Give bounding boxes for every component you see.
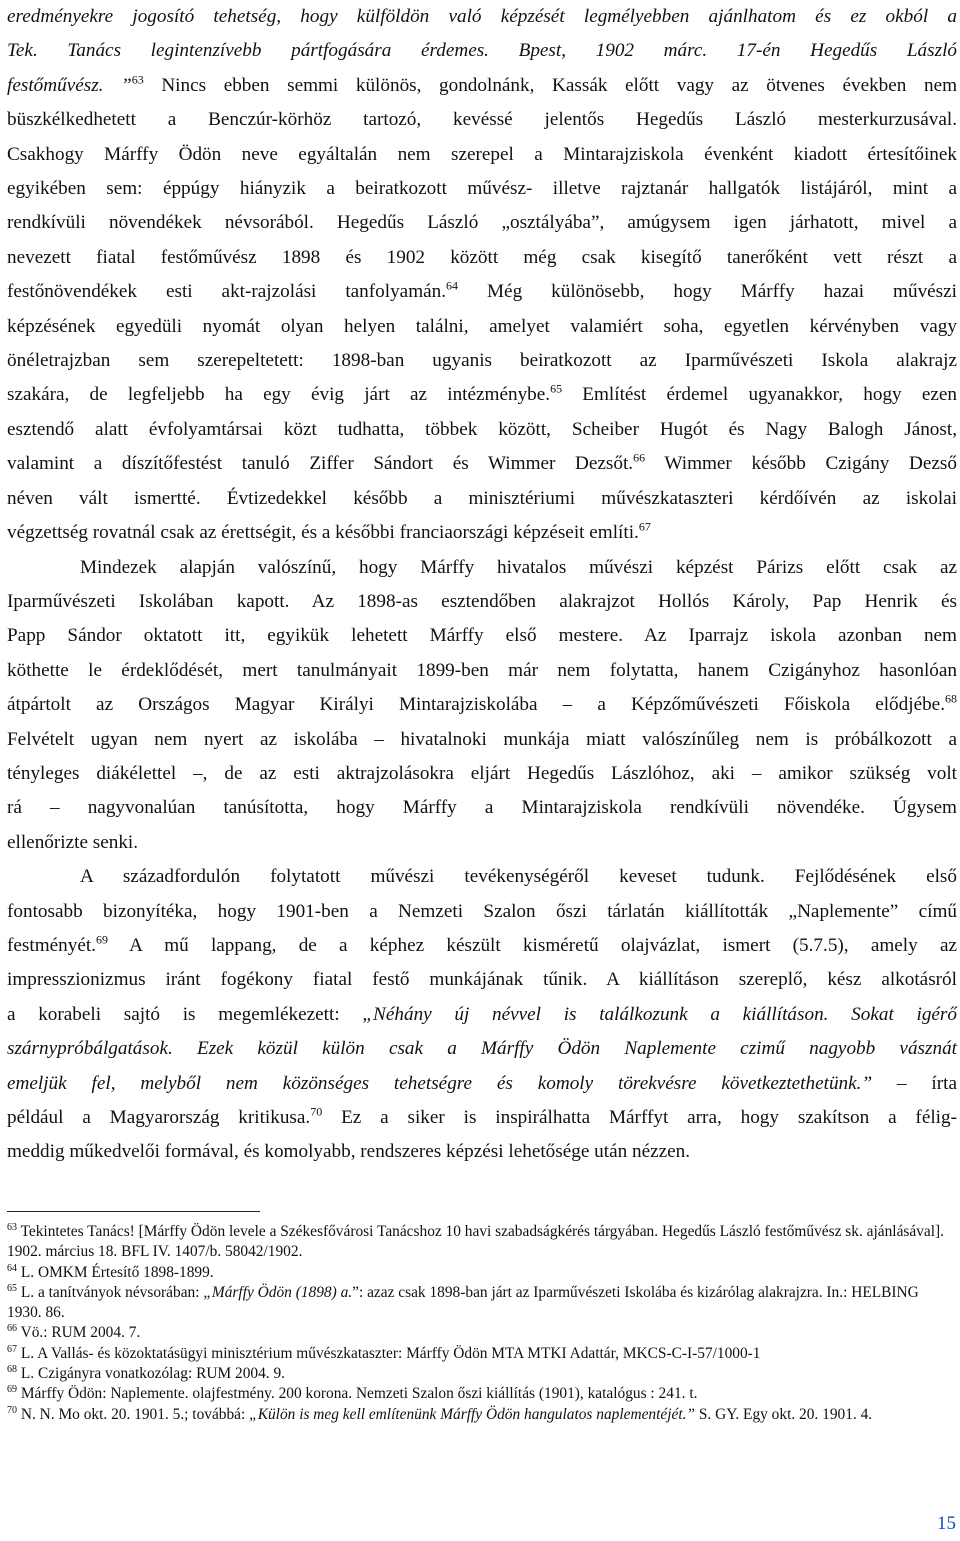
text-line: Felvételt ugyan nem nyert az iskolába – hivatalnoki munkája miatt valószínűleg nem is próbálkozott a <box>7 728 957 750</box>
text-fragment: A mű lappang, de a képhez készült kisméretű olajvázlat, ismert (5.7.5), amely az <box>107 934 957 956</box>
footnote-quote: „Külön is meg kell említenünk Márffy Ödön hangulatos naplementéjét.” <box>249 1405 695 1423</box>
footnote-text: N. N. Mo okt. 20. 1901. 5.; továbbá: <box>20 1405 250 1423</box>
footnote-66 <box>7 1323 957 1343</box>
text-line <box>7 275 957 309</box>
footnote-text: ”: azaz csak 1898-ban járt az Iparművészeti Iskolába és kizárólag alakrajzra. In.: HELBING 1930. 86. <box>7 1283 919 1322</box>
text-fragment: szakára, de legfeljebb ha egy évig járt az intézménybe. <box>7 384 551 406</box>
text-fragment: Említést érdemel ugyanakkor, hogy ezen <box>562 384 957 406</box>
footnote-text: L. a tanítványok névsorában: <box>20 1283 204 1301</box>
paragraph-2 <box>7 551 957 861</box>
text-line <box>7 69 957 103</box>
footnote-separator <box>7 1211 260 1212</box>
text-fragment: – írta <box>872 1072 957 1094</box>
text-fragment: valamint a díszítőfestést tanuló Ziffer Sándort és Wimmer Dezsőt. <box>7 453 634 475</box>
text-line: eredményekre jogosító tehetség, hogy külföldön való képzését legmélyebben ajánlhatom és ez okból a <box>7 6 957 27</box>
footnote-number: 66 <box>7 1323 17 1335</box>
footnote-text: L. A Vallás- és közoktatásügyi minisztérium művészkataszter: Márffy Ödön MTA MTKI Adattár, MKCS-C-I-57/1000-1 <box>20 1344 761 1362</box>
footnote-text: Vö.: RUM 2004. 7. <box>20 1324 141 1342</box>
text-fragment: Még különösebb, hogy Márffy hazai művészi <box>458 281 957 303</box>
footnote-text: Márffy Ödön: Naplemente. olajfestmény. 200 korona. Nemzeti Szalon őszi kiállítás (1901), katalógus : 241. t. <box>20 1385 698 1403</box>
footnote-ref-68[interactable]: 68 <box>945 691 957 706</box>
text-fragment: átpártolt az Országos Magyar Királyi Mintarajziskolába – a Képzőművészeti Főiskola elődjébe. <box>7 694 945 716</box>
quotation: szárnypróbálgatások. Ezek közül külön csak a Márffy Ödön Naplemente czimű nagyobb vásznát <box>7 1038 957 1060</box>
footnote-67 <box>7 1344 957 1364</box>
footnote-text: L. Czigányra vonatkozólag: RUM 2004. 9. <box>20 1365 286 1383</box>
text-line <box>7 516 957 550</box>
text-line <box>7 1101 957 1135</box>
paragraph-3 <box>7 860 957 1170</box>
text-line: ellenőrizte senki. <box>7 831 139 853</box>
text-line <box>7 688 957 722</box>
footnote-64 <box>7 1263 957 1283</box>
text-fragment: a korabeli sajtó is megemlékezett: <box>7 1003 363 1025</box>
footnote-ref-66[interactable]: 66 <box>633 450 646 465</box>
text-line: önéletrajzban sem szerepeltetett: 1898-ban ugyanis beiratkozott az Iparművészeti Iskola alakrajz <box>7 350 957 372</box>
text-line <box>7 1067 957 1101</box>
footnote-number: 63 <box>7 1221 17 1233</box>
text-line: Iparművészeti Iskolában kapott. Az 1898-as esztendőben alakrajzot Hollós Károly, Pap Henrik és <box>7 590 957 612</box>
footnote-ref-64[interactable]: 64 <box>446 278 459 293</box>
footnote-number: 64 <box>7 1262 17 1274</box>
text-line: Tek. Tanács legintenzívebb pártfogására érdemes. Bpest, 1902 márc. 17-én Hegedűs László <box>7 40 957 62</box>
paragraph-1 <box>7 0 957 551</box>
text-line: Papp Sándor oktatott itt, egyikük lehetett Márffy első mestere. Az Iparrajz iskola azonban nem <box>7 625 957 647</box>
footnote-ref-69[interactable]: 69 <box>95 932 108 947</box>
quotation: emeljük fel, melyből nem közönséges tehetségre és komoly törekvésre következtethetünk.” <box>7 1072 873 1094</box>
text-fragment: festőnövendékek esti akt-rajzolási tanfolyamán. <box>7 281 447 303</box>
footnote-ref-65[interactable]: 65 <box>550 382 563 397</box>
text-line <box>7 447 957 481</box>
text-line: képzésének egyedüli nyomát olyan helyen találni, amelyet valamiért soha, egyetlen kérvényben vagy <box>7 315 957 337</box>
text-fragment: festményét. <box>7 934 96 956</box>
footnote-text: L. OMKM Értesítő 1898-1899. <box>20 1263 214 1281</box>
footnote-number: 70 <box>7 1404 17 1416</box>
text-line: rá – nagyvonalúan tanúsította, hogy Márffy a Mintarajziskola rendkívüli növendéke. Úgysem <box>7 797 957 819</box>
text-line <box>7 378 957 412</box>
footnote-number: 65 <box>7 1282 17 1294</box>
text-line: néven vált ismertté. Évtizedekkel később a minisztériumi művészkataszteri kérdőívén az iskolai <box>7 487 957 509</box>
footnote-ref-67[interactable]: 67 <box>638 519 651 534</box>
text-line <box>7 929 957 963</box>
footnote-text: Tekintetes Tanács! [Márffy Ödön levele a Székesfővárosi Tanácshoz 10 havi szabadságkérés tárgyában. Hegedűs László festőművész sk. ajánlásával]. 1902. március 18. BFL IV. 1407/b. 58042/1902. <box>7 1223 945 1261</box>
text-line: tényleges diákélettel –, de az esti aktrajzolásokra eljárt Hegedűs Lászlóhoz, aki – amikor szükség volt <box>7 762 957 784</box>
footnote-69 <box>7 1384 957 1404</box>
text-line: A századfordulón folytatott művészi tevékenységéről keveset tudunk. Fejlődésének első <box>80 866 957 888</box>
footnote-text: S. GY. Egy okt. 20. 1901. 4. <box>695 1405 873 1423</box>
text-line: meddig műkedvelői formával, és komolyabb, rendszeres képzési lehetősége után nézzen. <box>7 1141 691 1163</box>
text-fragment: például a Magyarország kritikusa. <box>7 1107 311 1128</box>
footnote-ref-63[interactable]: 63 <box>131 72 144 87</box>
page-body <box>7 0 957 1170</box>
page-number: 15 <box>937 1513 956 1534</box>
footnote-68 <box>7 1364 957 1384</box>
footnote-quote: „Márffy Ödön (1898) a. <box>203 1283 353 1301</box>
quote-end: festőművész. <box>7 74 104 96</box>
footnote-70 <box>7 1405 957 1425</box>
text-fragment: Wimmer később Czigány Dezső <box>645 453 957 475</box>
text-line: Mindezek alapján valószínű, hogy Márffy hivatalos művészi képzést Párizs előtt csak az <box>80 556 957 578</box>
footnote-number: 68 <box>7 1363 17 1375</box>
footnote-number: 69 <box>7 1384 17 1396</box>
text-line: fontosabb bizonyítéka, hogy 1901-ben a Nemzeti Szalon őszi tárlatán kiállították „Naplemente” című <box>7 900 957 922</box>
footnote-65 <box>7 1283 957 1324</box>
footnote-number: 67 <box>7 1343 17 1355</box>
text-fragment: végzettség rovatnál csak az érettségit, és a későbbi franciaországi képzéseit említi. <box>7 522 639 544</box>
text-line: büszkélkedhetett a Benczúr-körhöz tartozó, kevéssé jelentős Hegedűs László mesterkurzusával. <box>7 109 957 131</box>
text-line: esztendő alatt évfolyamtársai közt tudhatta, többek között, Scheiber Hugót és Nagy Balogh Jánost, <box>7 418 957 440</box>
text-line: köthette le érdeklődését, mert tanulmányait 1899-ben már nem folytatta, hanem Czigányhoz hasonlóan <box>7 659 957 681</box>
text-line: nevezett fiatal festőművész 1898 és 1902 között még csak kisegítő tanerőként vett részt a <box>7 246 957 268</box>
text-line <box>7 998 957 1032</box>
text-line: rendkívüli növendékek névsorából. Hegedűs László „osztályába”, amúgysem igen járhatott, mivel a <box>7 212 957 234</box>
main-text <box>7 0 957 1170</box>
footnote-63 <box>7 1222 957 1263</box>
closing-quote: ” <box>103 74 132 96</box>
text-line <box>7 1032 957 1066</box>
text-line: Csakhogy Márffy Ödön neve egyáltalán nem szerepel a Mintarajziskola évenként kiadott értesítőinek <box>7 143 957 165</box>
text-line: egyikében sem: éppúgy hiányzik a beiratkozott művész- illetve rajztanár hallgatók listájáról, mint a <box>7 178 957 200</box>
footnote-ref-70[interactable]: 70 <box>310 1104 323 1119</box>
text-line: impresszionizmus iránt fogékony fiatal festő munkájának tűnik. A kiállításon szereplő, kész alkotásról <box>7 969 957 991</box>
text-fragment: Ez a siker is inspirálhatta Márffyt arra, hogy szakítson a félig- <box>322 1107 957 1128</box>
quotation: „Néhány új névvel is találkozunk a kiállításon. Sokat igérő <box>362 1003 957 1025</box>
text-fragment: Nincs ebben semmi különös, gondolnánk, Kassák előtt vagy az ötvenes években nem <box>143 74 958 96</box>
footnotes <box>7 1222 957 1425</box>
